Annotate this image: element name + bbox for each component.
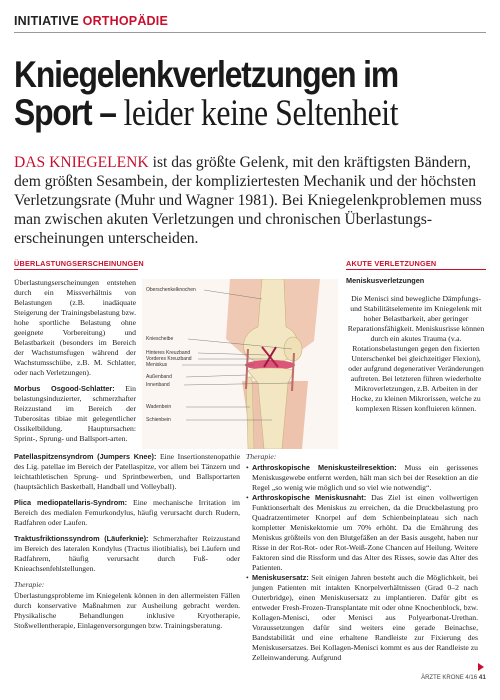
list-item	[246, 493, 478, 573]
list-item-term: Arthroskopische Meniskusnaht:	[252, 493, 367, 502]
list-item-term: Arthroskopische Meniskusteilresektion:	[252, 463, 397, 472]
meniscus-subheading: Meniskusverletzungen	[346, 276, 425, 285]
label-fibula: Wadenbein	[146, 404, 172, 410]
label-patella: Kniescheibe	[146, 336, 174, 342]
label-mcl: Innenband	[146, 382, 170, 388]
label-femur: Oberschenkelknochen	[146, 287, 196, 293]
label-pcl: Hinteres Kreuzband	[146, 350, 191, 356]
right-section-heading: AKUTE VERLETZUNGEN	[346, 259, 437, 268]
title-line2-light: leider keine Seltenheit	[123, 93, 399, 134]
title-line1: Kniegelenkverletzungen im	[14, 54, 399, 95]
right-heading-rule	[346, 269, 486, 270]
plica-term: Plica mediopatellaris-Syndrom:	[14, 498, 128, 507]
page-number: 41	[478, 674, 486, 681]
therapy-list	[246, 463, 478, 663]
list-item-text: Das Ziel ist einen vollwertigen Funktionserhalt des Meniskus zu erreichen, da die Druckbelastung pro Quadratzentimeter Knorpel auf dem Schienbeinplateau sich nach kompletter Meniskektomie um 70% erhöht. Da die Ernährung des Meniskus größteils von den Blutgefäßen an der Basis ausgeht, haben nur Risse in der Rot-Rot- oder Rot-Weiß-Zone Chancen auf Heilung. Weitere Faktoren sind die Rissform und das Alter des Risses, sowie das Alter des Patienten.	[252, 493, 478, 572]
label-acl: Vorderes Kreuzband	[146, 356, 192, 362]
runners-knee-text: Schmerzhafter Reizzustand im Bereich des lateralen Kondylus (Tractus iliotibialis), bei Läufern und Radfahrern, häufig verursacht durch Fuß- oder Knieachsenfehlstellungen.	[14, 534, 240, 573]
kicker-topic: ORTHOPÄDIE	[82, 14, 168, 28]
page-footer	[421, 674, 486, 681]
therapy-label-right: Therapie:	[246, 452, 277, 461]
list-item-text: Seit einigen Jahren besteht auch die Möglichkeit, bei jungen Patienten mit intakten Knorpelverhältnissen (Grad 0–2 nach Outerbridge), einen Meniskusersatz zu implantieren. Dafür gibt es entweder Fresh-Frozen-Transplantate mit oder ohne Knochenblock, bzw. Kollagen-Menisci, oder Menisci aus Polyearbonat-Urethan. Voraussetzungen dafür sind weiters eine gerade Beinachse, Bandstabilität und eine erhaltene Randleiste zur Fixierung des Meniskusersatzes. Bei Kollagen-Menisci kommt es aus der Randleiste zu Zelleinwanderung. Aufgrund	[252, 573, 478, 662]
list-item	[246, 463, 478, 493]
lead-paragraph	[14, 153, 488, 248]
plica-text: Eine mechanische Irritation im Bereich des medialen Femurkondylus, häufig verursacht durch Rudern, Radfahren oder Laufen.	[14, 498, 240, 527]
left-section-heading: ÜBERLASTUNGSERSCHEINUNGEN	[14, 259, 144, 268]
label-meniscus: Meniskus	[146, 362, 168, 368]
bottom-left-column	[14, 452, 240, 637]
label-tibia: Schienbein	[146, 417, 171, 423]
journal-name: ÄRZTE KRONE 4/16	[421, 675, 478, 681]
continue-arrow-icon	[478, 663, 484, 671]
section-header	[14, 12, 486, 26]
osgood-paragraph	[14, 384, 136, 444]
jumpers-knee-term: Patellaspitzensyndrom (Jumpers Knee):	[14, 452, 157, 461]
knee-illustration	[142, 279, 338, 449]
photo-credit	[0, 600, 8, 690]
runners-knee-paragraph	[14, 534, 240, 574]
title-line2-bold: Sport –	[14, 92, 116, 133]
plica-paragraph	[14, 498, 240, 528]
osgood-text: Ein belastungsinduzierter, schmerzhafter Reizzustand im Bereich der Tuberositas tibiae mit gelegentlicher Ossikelbildung. Hauptursachen: Sprint-, Sprung- und Ballsport-arten.	[14, 384, 136, 443]
runners-knee-term: Traktusfriktionssyndrom (Läuferknie):	[14, 534, 149, 543]
osgood-term: Morbus Osgood-Schlatter:	[14, 384, 115, 393]
meniscus-paragraph: Die Menisci sind bewegliche Dämpfungs- und Stabilitätselemente im Kniegelenk mit hoher Belastbarkeit, aber geringer Reparationsfähigkeit. Meniskusrisse können durch ein akutes Trauma (v.a. Rotationsbelastungen gegen den fixierten Unterschenkel bei gleichzeitiger Flexion), oder aufgrund degenerativer Veränderungen auftreten. Bei letzteren führen wiederholte Mikroverletzungen, z.B. Arbeiten in der Hocke, zu kleinen Mikrorissen, welche zu komplexen Rissen konfluieren können.	[347, 294, 485, 413]
kicker-initiative: INITIATIVE	[14, 14, 79, 28]
overload-paragraph: Überlastungserscheinungen entstehen durch ein Missverhältnis von Belastungen (z.B. inadäquate Steigerung der Trainingsbelastung bzw. hohe sportliche Belastung ohne geeignete Vorbereitung) und Belastbarkeit (besonders im Bereich der Wachstumsfugen während der Wachstumsschübe, z.B. M. Schlatter, oder nach Verletzungen).	[14, 278, 136, 377]
therapy-label-left: Therapie:	[14, 580, 45, 589]
list-item-term: Meniskusersatz:	[252, 573, 309, 582]
list-item	[246, 573, 478, 663]
bottom-right-column	[246, 452, 478, 663]
left-column	[14, 278, 136, 450]
list-item-text: Muss ein gerissenes Meniskusgewebe entfernt werden, hält man sich bei der Resektion an die Regel „so wenig wie möglich und so viel wie notwendig“.	[252, 463, 478, 492]
right-column	[346, 276, 486, 420]
left-heading-rule	[14, 269, 138, 270]
jumpers-knee-text: Eine Insertionstenopathie des Lig. patellae im Bereich der Patellaspitze, vor allem bei Tänzern und leichtathletischen Sprung- und Sprintbewerben, und Ballsportarten (hauptsächlich Basketball, Handball und Volleyball).	[14, 452, 240, 491]
article-title	[14, 56, 427, 133]
therapy-text-left: Überlastungsprobleme im Kniegelenk können in den allermeisten Fällen durch konservative Maßnahmen zur Ausheilung gebracht werden. Physikalische Behandlungen inklusive Kryotherapie, Stoßwellentherapie, Einlagenversorgungen bzw. Trainingsberatung.	[14, 591, 240, 630]
lead-highlight: DAS KNIEGELENK	[14, 154, 149, 171]
kicker	[14, 14, 168, 28]
knee-anatomy-figure	[142, 279, 338, 449]
lead-text: ist das größte Gelenk, mit den kräftigsten Bändern, dem größten Sesambein, der kompliziertesten Mechanik und der höchsten Verletzungsrate (Muhr und Wagner 1981). Bei Kniegelenkproblemen muss man zwischen akuten Verletzungen und chronischen Überlastungs-erscheinungen unterscheiden.	[14, 154, 482, 247]
jumpers-knee-paragraph	[14, 452, 240, 492]
header-rule	[14, 32, 486, 33]
label-lcl: Außenband	[146, 374, 172, 380]
